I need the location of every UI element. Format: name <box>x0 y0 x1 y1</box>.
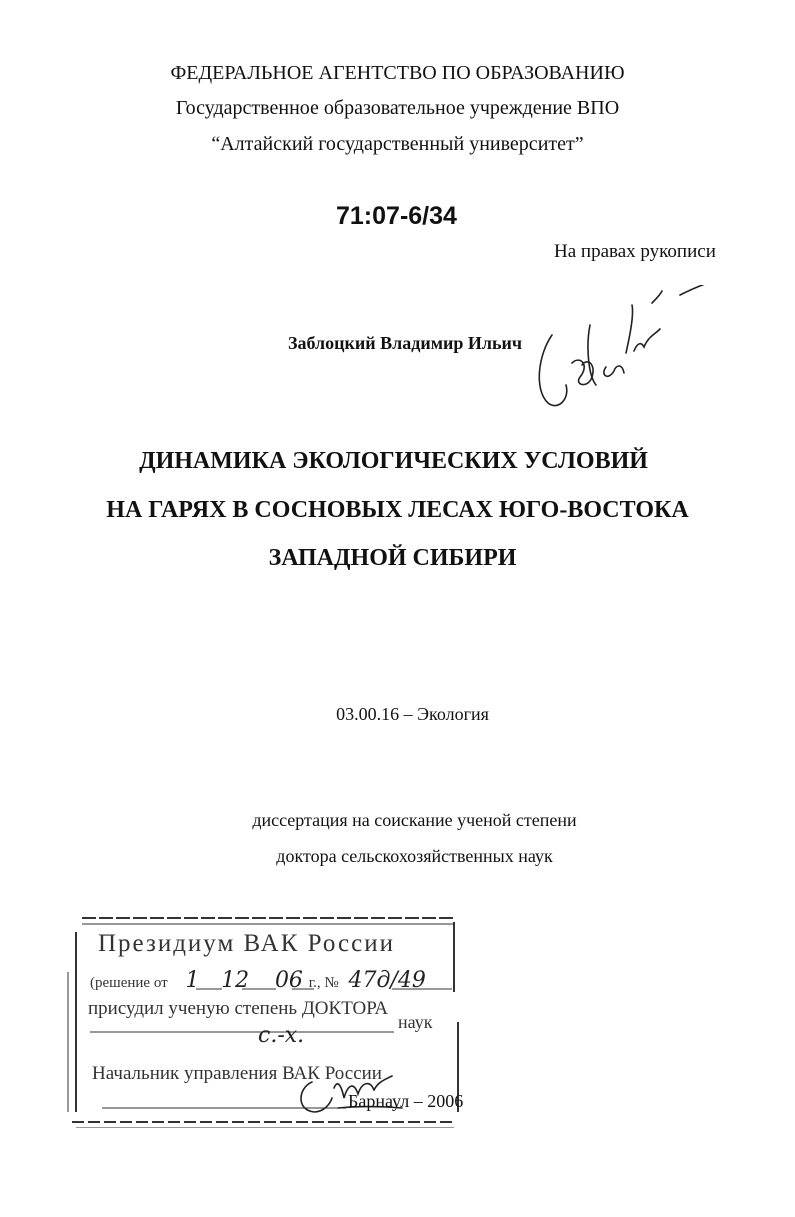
stamp-date-month: 12 <box>221 968 250 993</box>
stamp-decision-prefix: (решение от <box>90 975 168 991</box>
title-line-1: ДИНАМИКА ЭКОЛОГИЧЕСКИХ УСЛОВИЙ <box>139 448 648 474</box>
stamp-decision-number: 47д/49 <box>348 968 426 993</box>
title-line-2: НА ГАРЯХ В СОСНОВЫХ ЛЕСАХ ЮГО-ВОСТОКА <box>106 497 689 523</box>
rights-note: На правах рукописи <box>554 241 716 262</box>
title-line-3: ЗАПАДНОЙ СИБИРИ <box>268 545 517 571</box>
specialty: 03.00.16 – Экология <box>336 704 489 724</box>
degree-line-1: диссертация на соискание ученой степени <box>252 810 577 830</box>
agency-name: ФЕДЕРАЛЬНОЕ АГЕНТСТВО ПО ОБРАЗОВАНИЮ <box>170 62 625 84</box>
author-signature <box>530 285 720 415</box>
institution-name: Государственное образовательное учреждение ВПО <box>175 97 620 119</box>
stamp-year-suffix: г., № <box>308 975 339 991</box>
stamp-science-handwritten: с.-х. <box>258 1023 305 1048</box>
catalog-code: 71:07-6/34 <box>336 202 457 230</box>
stamp-title: Президиум ВАК России <box>98 930 395 957</box>
stamp-degree-line: присудил ученую степень ДОКТОРА <box>88 998 389 1019</box>
stamp-decision-line <box>90 968 426 993</box>
stamp-date-day: 1 <box>185 968 200 993</box>
place-year: Барнаул – 2006 <box>348 1091 464 1111</box>
degree-line-2: доктора сельскохозяйственных наук <box>276 846 553 866</box>
university-name: “Алтайский государственный университет” <box>211 133 584 155</box>
stamp-date-year: 06 <box>274 968 303 993</box>
author-name: Заблоцкий Владимир Ильич <box>288 333 522 353</box>
stamp-science-suffix: наук <box>398 1012 433 1032</box>
stamp-head-line: Начальник управления ВАК России <box>92 1063 382 1084</box>
